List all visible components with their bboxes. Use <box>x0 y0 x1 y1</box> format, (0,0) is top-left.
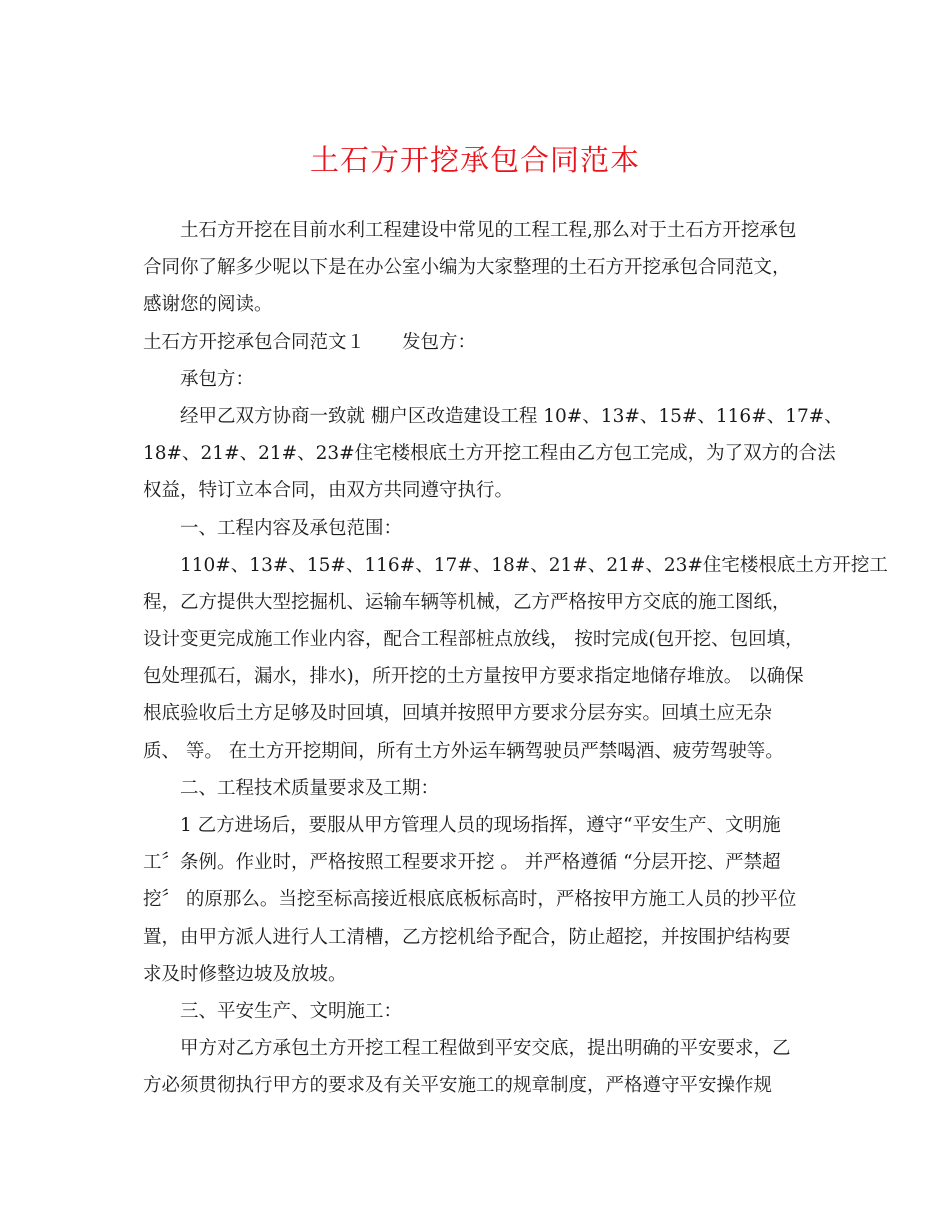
paragraph-line: 置，由甲方派人进行人工清槽，乙方挖机给予配合，防止超挖，并按围护结构要 <box>143 926 791 948</box>
paragraph-line: 方必须贯彻执行甲方的要求及有关平安施工的规章制度，严格遵守平安操作规 <box>143 1075 773 1097</box>
paragraph-line: 合同你了解多少呢以下是在办公室小编为大家整理的土石方开挖承包合同范文， <box>143 257 791 279</box>
paragraph-line: 土石方开挖在目前水利工程建设中常见的工程工程,那么对于土石方开挖承包 <box>180 220 797 241</box>
paragraph-line: 工〞条例。作业时，严格按照工程要求开挖 。 并严格遵循 “分层开挖、严禁超 <box>143 852 781 874</box>
document-body <box>143 212 888 1105</box>
paragraph-line: 根底验收后土方足够及时回填，回填并按照甲方要求分层夯实。回填土应无杂 <box>143 703 773 725</box>
section-heading-line: 二、工程技术质量要求及工期： <box>180 777 440 799</box>
section-heading-line: 三、平安生产、文明施工： <box>180 1000 403 1022</box>
paragraph-line: 甲方对乙方承包土方开挖工程工程做到平安交底，提出明确的平安要求，乙 <box>180 1038 791 1060</box>
paragraph-line: 110#、13#、15#、116#、17#、18#、21#、21#、23#住宅楼根底土方开挖工 <box>180 554 888 576</box>
paragraph-line: 感谢您的阅读。 <box>143 294 273 316</box>
paragraph-line: 经甲乙双方协商一致就 棚户区改造建设工程 10#、13#、15#、116#、17#、 <box>180 405 843 427</box>
section-heading-line: 一、工程内容及承包范围： <box>180 517 403 539</box>
paragraph-line: 包处理孤石，漏水，排水)，所开挖的土方量按甲方要求指定地储存堆放。 以确保 <box>143 666 804 688</box>
paragraph-line: 设计变更完成施工作业内容，配合工程部桩点放线， 按时完成(包开挖、包回填， <box>143 629 804 651</box>
paragraph-line: 承包方： <box>180 368 255 390</box>
paragraph-line: 18#、21#、21#、23#住宅楼根底土方开挖工程由乙方包工完成，为了双方的合法 <box>143 443 836 465</box>
paragraph-line: 求及时修整边坡及放坡。 <box>143 963 347 985</box>
section-heading-line: 土石方开挖承包合同范文１ 发包方： <box>143 331 477 353</box>
paragraph-line: 1 乙方进场后，要服从甲方管理人员的现场指挥，遵守“平安生产、文明施 <box>180 815 781 836</box>
paragraph-line: 质、 等。 在土方开挖期间，所有土方外运车辆驾驶员严禁喝酒、疲劳驾驶等。 <box>143 740 784 762</box>
paragraph-line: 挖〞 的原那么。当挖至标高接近根底底板标高时，严格按甲方施工人员的抄平位 <box>143 889 797 911</box>
paragraph-line: 程，乙方提供大型挖掘机、运输车辆等机械，乙方严格按甲方交底的施工图纸， <box>143 591 791 613</box>
document-title: 土石方开挖承包合同范本 <box>309 143 640 177</box>
paragraph-line: 权益，特订立本合同，由双方共同遵守执行。 <box>143 480 514 502</box>
